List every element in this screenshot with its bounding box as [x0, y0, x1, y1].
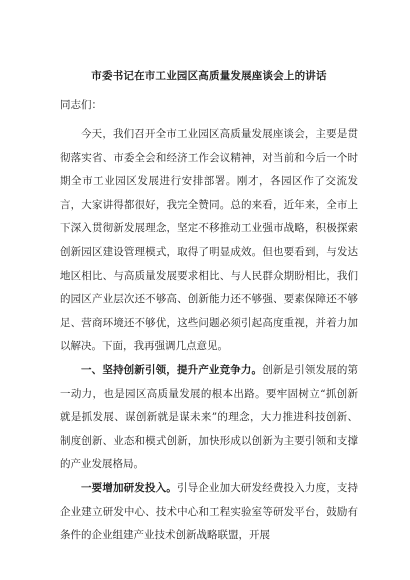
paragraph-intro — [60, 123, 358, 359]
document-title: 市委书记在市工业园区高质量发展座谈会上的讲话 — [91, 70, 327, 82]
section-heading: 一、坚持创新引领，提升产业竞争力。 — [81, 363, 263, 376]
subsection-heading: 一要增加研发投入。 — [81, 481, 177, 494]
salutation: 同志们： — [60, 99, 102, 111]
paragraph-text: 创新是引领发展的第一动力，也是园区高质量发展的根本出路。要牢固树立“抓创新就是抓发展、谋创新就是谋未来”的理念，大力推进科技创新、制度创新、业态和模式创新，加快形成以创新为主要引领和支撑的产业发展格局。 — [60, 363, 359, 471]
paragraph-subsection — [60, 477, 358, 548]
paragraph-section-one — [60, 359, 358, 477]
paragraph-text: 引导企业加大研发经费投入力度，支持企业建立研发中心、技术中心和工程实验室等研发平台，鼓励有条件的企业组建产业技术创新战略联盟，开展 — [60, 481, 359, 542]
paragraph-text: 今天，我们召开全市工业园区高质量发展座谈会，主要是贯彻落实省、市委全会和经济工作会议精神，对当前和今后一个时期全市工业园区发展进行安排部署。刚才，各园区作了交流发言，大家讲得都很好，我完全赞同。总的来看，近年来，全市上下深入贯彻新发展理念，坚定不移推动工业强市战略，积极探索创新园区建设管理模式，取得了明显成效。但也要看到，与发达地区相比、与高质量发展要求相比、与人民群众期盼相比，我们的园区产业层次还不够高、创新能力还不够强、要素保障还不够足、营商环境还不够优，这些问题必须引起高度重视，并着力加以解决。下面，我再强调几点意见。 — [60, 128, 358, 353]
